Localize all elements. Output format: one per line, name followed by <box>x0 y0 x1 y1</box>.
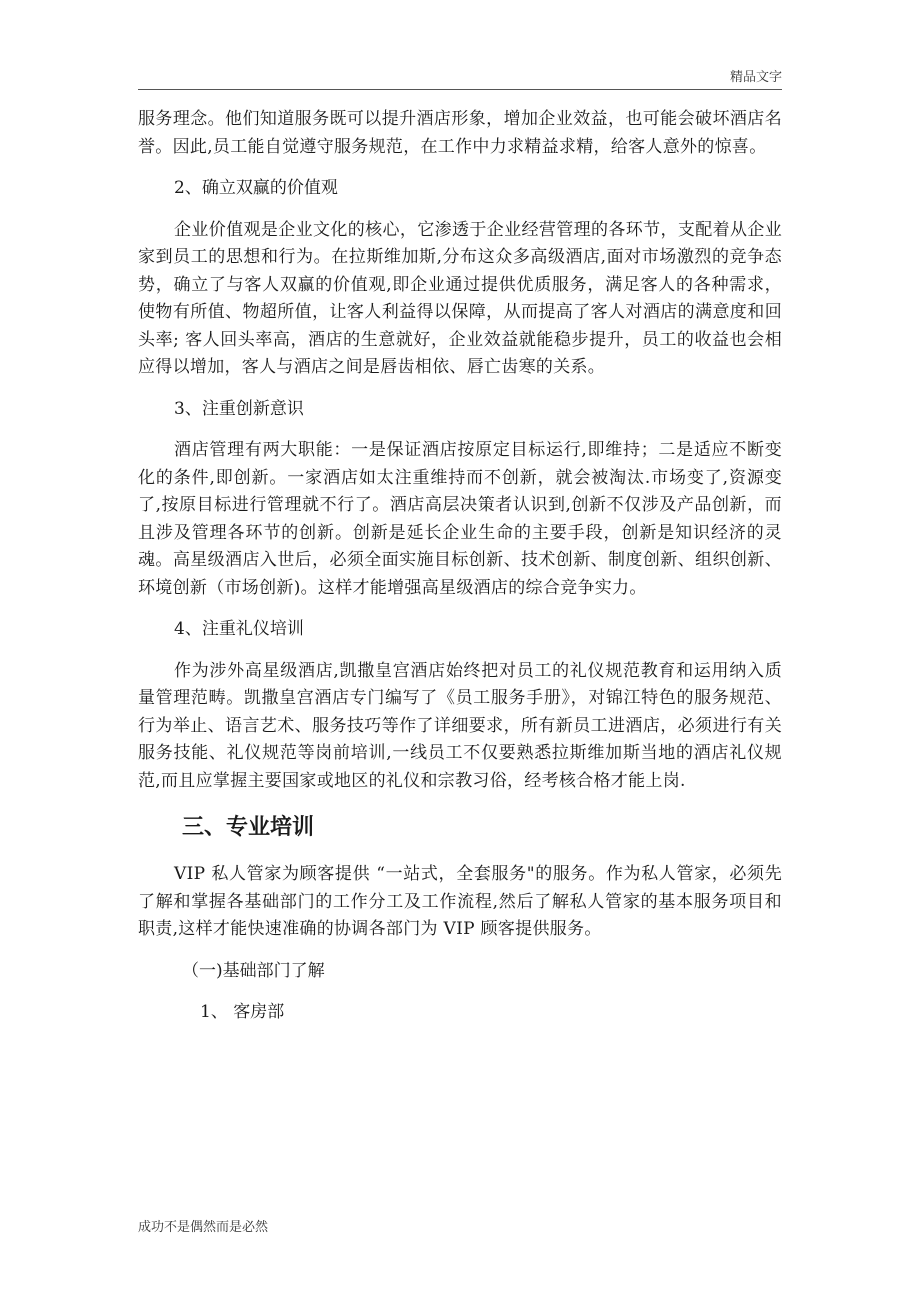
heading-etiquette: 4、注重礼仪培训 <box>174 619 304 639</box>
page-header: 精品文字 <box>729 70 782 85</box>
paragraph-service-concept: 服务理念。他们知道服务既可以提升酒店形象，增加企业效益，也可能会破坏酒店名誉。因此,员工能自觉遵守服务规范，在工作中力求精益求精，给客人意外的惊喜。 <box>138 109 782 157</box>
paragraph-values: 企业价值观是企业文化的核心，它渗透于企业经营管理的各环节，支配着从企业家到员工的思想和行为。在拉斯维加斯,分布这众多高级酒店,面对市场激烈的竞争态势，确立了与客人双赢的价值观,即企业通过提供优质服务，满足客人的各种需求，使物有所值、物超所值，让客人利益得以保障，从而提高了客人对酒店的满意度和回头率; 客人回头率高，酒店的生意就好，企业效益就能稳步提升，员工的收益也会相应得以增加，客人与酒店之间是唇齿相依、唇亡齿寒的关系。 <box>138 219 782 377</box>
paragraph-etiquette: 作为涉外高星级酒店,凯撒皇宫酒店始终把对员工的礼仪规范教育和运用纳入质量管理范畴。凯撒皇宫酒店专门编写了《员工服务手册》，对锦江特色的服务规范、行为举止、语言艺术、服务技巧等作了详细要求，所有新员工进酒店，必须进行有关服务技能、礼仪规范等岗前培训,一线员工不仅要熟悉拉斯维加斯当地的酒店礼仪规范,而且应掌握主要国家或地区的礼仪和宗教习俗，经考核合格才能上岗. <box>138 660 782 791</box>
page-footer: 成功不是偶然而是必然 <box>138 1220 269 1235</box>
header-rule <box>138 89 782 90</box>
paragraph-innovation: 酒店管理有两大职能：一是保证酒店按原定目标运行,即维持；二是适应不断变化的条件,即创新。一家酒店如太注重维持而不创新，就会被淘汰.市场变了,资源变了,按原目标进行管理就不行了。酒店高层决策者认识到,创新不仅涉及产品创新，而且涉及管理各环节的创新。创新是延长企业生命的主要手段，创新是知识经济的灵魂。高星级酒店入世后，必须全面实施目标创新、技术创新、制度创新、组织创新、环境创新（市场创新)。这样才能增强高星级酒店的综合竞争实力。 <box>138 440 782 598</box>
document-body <box>138 106 782 1027</box>
heading-win-win: 2、确立双赢的价值观 <box>174 178 338 198</box>
heading-innovation: 3、注重创新意识 <box>174 398 304 419</box>
subheading-departments: （一)基础部门了解 <box>182 960 325 981</box>
paragraph-vip-butler: VIP 私人管家为顾客提供 “一站式，全套服务"的服务。作为私人管家，必须先了解和掌握各基础部门的工作分工及工作流程,然后了解私人管家的基本服务项目和职责,这样才能快速准确的协调各部门为 VIP 顾客提供服务。 <box>138 864 782 939</box>
subheading-housekeeping: 1、 客房部 <box>200 1002 285 1022</box>
section-title-training: 三、专业培训 <box>182 815 315 840</box>
